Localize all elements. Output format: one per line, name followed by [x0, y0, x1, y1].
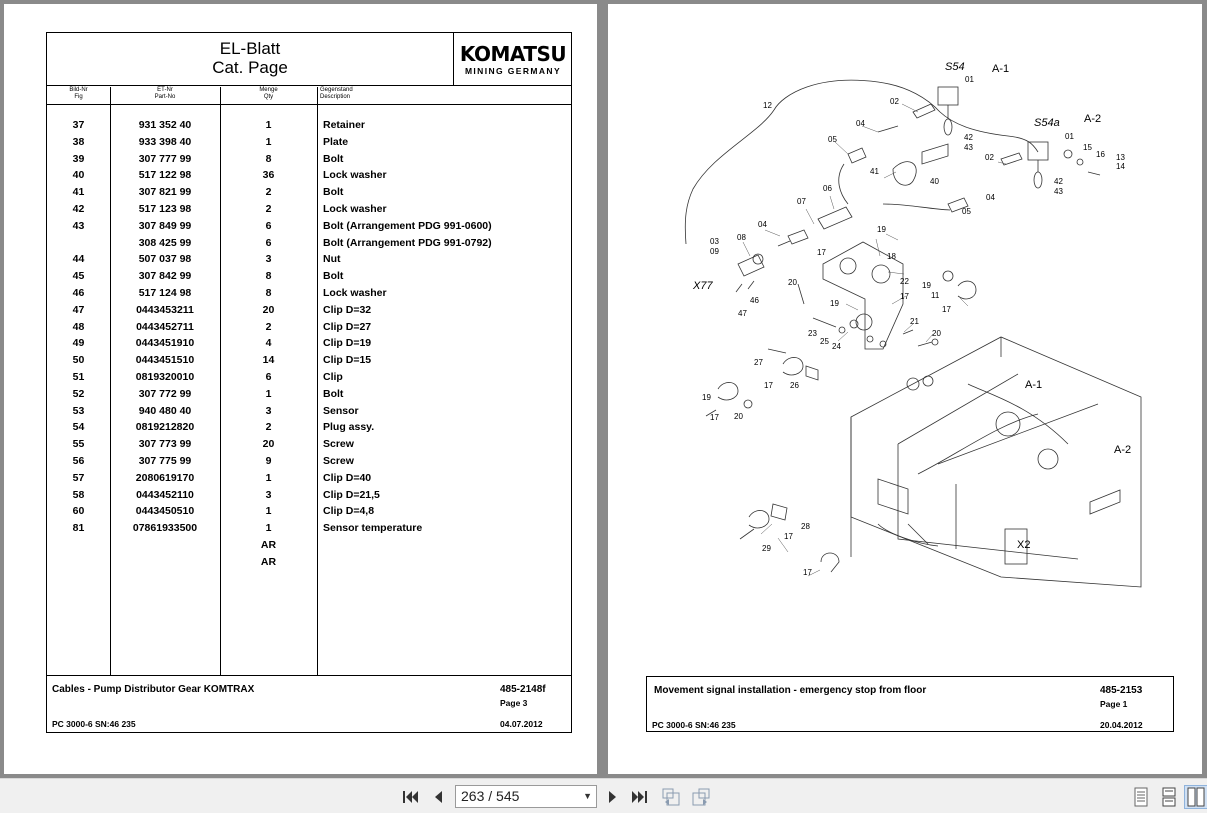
- description-cell: Bolt: [323, 152, 344, 165]
- table-row: [47, 235, 571, 252]
- diagram-label: 23: [808, 329, 817, 338]
- two-page-view-button[interactable]: [1184, 785, 1207, 809]
- part-number-cell: 517 124 98: [138, 286, 192, 299]
- description-cell: Retainer: [323, 119, 366, 131]
- previous-view-button[interactable]: [659, 785, 683, 809]
- diagram-label: 04: [856, 119, 865, 128]
- diagram-label: 01: [965, 75, 974, 84]
- diagram-label: 03: [710, 237, 719, 246]
- quantity-cell: 1: [265, 387, 272, 400]
- quantity-cell: 3: [265, 404, 272, 417]
- footer-doc-number: 485-2153: [1100, 685, 1143, 696]
- quantity-cell: AR: [260, 555, 277, 568]
- table-row: [47, 134, 571, 151]
- diagram-label: 15: [1083, 143, 1092, 152]
- diagram-label: 24: [832, 342, 841, 351]
- diagram-label: 05: [962, 207, 971, 216]
- description-cell: Bolt: [323, 186, 344, 199]
- table-row: [47, 453, 571, 470]
- diagram-label: 19: [702, 393, 711, 402]
- diagram-label: X2: [1017, 539, 1031, 551]
- diagram-label: 20: [734, 412, 743, 421]
- fig-number-cell: 44: [72, 253, 85, 266]
- table-row: [47, 218, 571, 235]
- table-row: [47, 436, 571, 453]
- catalog-page-left: [4, 4, 597, 774]
- table-row: [47, 201, 571, 218]
- part-number-cell: 307 772 99: [138, 387, 192, 400]
- description-cell: Clip D=27: [323, 320, 372, 333]
- page-header: [47, 33, 571, 86]
- fig-number-cell: 53: [72, 404, 85, 417]
- quantity-cell: 14: [262, 354, 275, 367]
- quantity-cell: 1: [265, 522, 272, 535]
- diagram-label: 43: [964, 143, 973, 152]
- last-page-button[interactable]: [628, 785, 652, 809]
- column-header-part: [110, 87, 220, 104]
- part-number-cell: 2080619170: [135, 471, 195, 484]
- description-cell: Clip D=19: [323, 337, 372, 350]
- quantity-cell: 8: [265, 270, 272, 283]
- quantity-cell: 4: [265, 337, 272, 350]
- logo-main-text: KOMATSU: [459, 42, 567, 66]
- quantity-cell: 20: [262, 438, 275, 451]
- description-cell: Clip: [323, 370, 343, 383]
- description-cell: Nut: [323, 253, 341, 266]
- quantity-cell: 3: [265, 253, 272, 266]
- diagram-label: 16: [1096, 150, 1105, 159]
- diagram-label: 19: [922, 281, 931, 290]
- part-number-cell: 0443450510: [135, 505, 195, 518]
- diagram-label: 06: [823, 184, 832, 193]
- diagram-label: 05: [828, 135, 837, 144]
- column-header-part-de: ET-Nr: [157, 87, 173, 93]
- diagram-label: 46: [750, 296, 759, 305]
- part-number-cell: 517 123 98: [138, 202, 192, 215]
- fig-number-cell: 55: [72, 438, 85, 451]
- table-row: [47, 537, 571, 554]
- quantity-cell: 1: [265, 505, 272, 518]
- diagram-label: 21: [910, 317, 919, 326]
- part-number-cell: 507 037 98: [138, 253, 192, 266]
- description-cell: Bolt: [323, 387, 344, 400]
- catalog-page-right: [608, 4, 1202, 774]
- part-number-cell: 07861933500: [132, 522, 198, 535]
- part-number-cell: 308 425 99: [138, 236, 192, 249]
- column-header-qty-de: Menge: [259, 87, 278, 93]
- quantity-cell: 1: [265, 135, 272, 148]
- single-page-view-button[interactable]: [1129, 785, 1153, 809]
- fig-number-cell: 45: [72, 270, 85, 283]
- diagram-label: S54: [945, 61, 965, 73]
- column-header-desc: [320, 87, 520, 104]
- fig-number-cell: 81: [72, 522, 85, 535]
- quantity-cell: 8: [265, 286, 272, 299]
- parts-list-frame: [46, 32, 572, 733]
- diagram-label: 27: [754, 358, 763, 367]
- description-cell: Clip D=40: [323, 471, 372, 484]
- table-row: [47, 369, 571, 386]
- footer-divider: [47, 675, 571, 676]
- description-cell: Screw: [323, 438, 354, 451]
- diagram-label: 13: [1116, 153, 1125, 162]
- part-number-cell: 0443452110: [136, 488, 194, 501]
- fig-number-cell: 38: [72, 135, 85, 148]
- footer-title: Cables - Pump Distributor Gear KOMTRAX: [52, 684, 255, 695]
- part-number-cell: 0443451510: [135, 354, 195, 367]
- table-row: [47, 386, 571, 403]
- viewer-toolbar: [0, 778, 1207, 813]
- diagram-label: A-1: [992, 63, 1010, 75]
- fig-number-cell: 40: [72, 169, 85, 182]
- diagram-label: 47: [738, 309, 747, 318]
- diagram-label: 19: [877, 225, 886, 234]
- diagram-label: 02: [890, 97, 899, 106]
- continuous-view-button[interactable]: [1157, 785, 1181, 809]
- chevron-down-icon: ▼: [583, 791, 592, 801]
- diagram-label: X77: [693, 280, 713, 292]
- fig-number-cell: 46: [72, 286, 85, 299]
- fig-number-cell: 54: [72, 421, 85, 434]
- quantity-cell: 6: [265, 219, 272, 232]
- table-row: [47, 335, 571, 352]
- diagram-label: 04: [986, 193, 995, 202]
- part-number-cell: 307 821 99: [138, 186, 192, 199]
- quantity-cell: 6: [265, 370, 272, 383]
- table-row: [47, 167, 571, 184]
- footer-title: Movement signal installation - emergency stop from floor: [654, 685, 927, 696]
- quantity-cell: 6: [265, 236, 272, 249]
- diagram-label: 17: [817, 248, 826, 257]
- table-row: [47, 470, 571, 487]
- column-header-part-en: Part-No: [154, 94, 176, 100]
- diagram-label: 17: [803, 568, 812, 577]
- part-number-cell: 940 480 40: [138, 404, 192, 417]
- page-number-select[interactable]: [455, 785, 597, 808]
- description-cell: Clip D=15: [323, 354, 372, 367]
- fig-number-cell: 43: [72, 219, 85, 232]
- diagram-label: 25: [820, 337, 829, 346]
- installation-diagram: [608, 4, 1202, 669]
- fig-number-cell: 41: [72, 186, 85, 199]
- table-row: [47, 251, 571, 268]
- column-header-fig: [47, 87, 110, 104]
- diagram-label: 42: [1054, 177, 1063, 186]
- table-row: [47, 184, 571, 201]
- previous-page-icon: [431, 789, 445, 805]
- quantity-cell: 8: [265, 152, 272, 165]
- diagram-label: S54a: [1034, 117, 1060, 129]
- diagram-label: 18: [887, 252, 896, 261]
- footer-model: PC 3000-6 SN:46 235: [52, 719, 136, 729]
- header-divider: [453, 33, 454, 86]
- page-number-value: 263 / 545: [461, 788, 520, 804]
- description-cell: Clip D=21,5: [323, 488, 380, 501]
- part-number-cell: 0443452711: [136, 320, 194, 333]
- description-cell: Clip D=4,8: [323, 505, 375, 518]
- table-row: [47, 302, 571, 319]
- footer-date: 04.07.2012: [500, 719, 543, 729]
- diagram-label: 09: [710, 247, 719, 256]
- quantity-cell: 1: [265, 471, 272, 484]
- first-page-icon: [401, 789, 419, 805]
- fig-number-cell: 39: [72, 152, 85, 165]
- table-row: [47, 503, 571, 520]
- part-number-cell: 0819320010: [135, 370, 195, 383]
- column-header-qty-en: Qty: [263, 94, 274, 100]
- quantity-cell: 2: [265, 202, 272, 215]
- table-row: [47, 487, 571, 504]
- quantity-cell: 2: [265, 186, 272, 199]
- diagram-label: 12: [763, 101, 772, 110]
- diagram-label: 26: [790, 381, 799, 390]
- diagram-label: 22: [900, 277, 909, 286]
- fig-number-cell: 57: [72, 471, 85, 484]
- description-cell: Screw: [323, 454, 354, 467]
- part-number-cell: 933 398 40: [138, 135, 192, 148]
- diagram-label: 14: [1116, 162, 1125, 171]
- footer-date: 20.04.2012: [1100, 720, 1143, 730]
- table-row: [47, 352, 571, 369]
- description-cell: Bolt (Arrangement PDG 991-0792): [323, 236, 492, 249]
- diagram-label: 19: [830, 299, 839, 308]
- table-row: [47, 319, 571, 336]
- fig-number-cell: 42: [72, 202, 85, 215]
- diagram-label: 41: [870, 167, 879, 176]
- fig-number-cell: 58: [72, 488, 85, 501]
- diagram-label: 43: [1054, 187, 1063, 196]
- quantity-cell: 3: [265, 488, 272, 501]
- fig-number-cell: 50: [72, 354, 85, 367]
- previous-page-button[interactable]: [426, 785, 450, 809]
- part-number-cell: 517 122 98: [138, 169, 192, 182]
- column-header-qty: [220, 87, 317, 104]
- table-row: [47, 285, 571, 302]
- part-number-cell: 0443453211: [136, 303, 194, 316]
- fig-number-cell: 48: [72, 320, 85, 333]
- description-cell: Bolt (Arrangement PDG 991-0600): [323, 219, 492, 232]
- part-number-cell: 307 842 99: [138, 270, 192, 283]
- part-number-cell: 931 352 40: [138, 119, 192, 131]
- single-page-icon: [1133, 787, 1149, 807]
- part-number-cell: 307 775 99: [138, 454, 192, 467]
- footer-page: Page 3: [500, 698, 528, 708]
- column-header-desc-de: Gegenstand: [320, 87, 353, 93]
- description-cell: Lock washer: [323, 286, 387, 299]
- footer-doc-number: 485-2148f: [500, 684, 546, 695]
- diagram-label: 20: [788, 278, 797, 287]
- diagram-label: 04: [758, 220, 767, 229]
- diagram-label: 07: [797, 197, 806, 206]
- description-cell: Plug assy.: [323, 421, 375, 434]
- diagram-label: 42: [964, 133, 973, 142]
- description-cell: Plate: [323, 135, 349, 148]
- diagram-label: 02: [985, 153, 994, 162]
- fig-number-cell: 56: [72, 454, 85, 467]
- diagram-label: 17: [710, 413, 719, 422]
- column-header-desc-en: Description: [320, 94, 351, 100]
- quantity-cell: 36: [262, 169, 275, 182]
- part-number-cell: 307 773 99: [138, 438, 192, 451]
- footer-model: PC 3000-6 SN:46 235: [652, 720, 736, 730]
- part-number-cell: 0819212820: [135, 421, 195, 434]
- description-cell: Bolt: [323, 270, 344, 283]
- table-row: [47, 520, 571, 537]
- part-number-cell: 0443451910: [135, 337, 195, 350]
- diagram-label: A-1: [1025, 379, 1043, 391]
- next-page-icon: [606, 789, 620, 805]
- diagram-label: A-2: [1084, 113, 1102, 125]
- fig-number-cell: 49: [72, 337, 85, 350]
- logo-sub-text: MINING GERMANY: [464, 66, 562, 76]
- table-row: [47, 117, 571, 134]
- fig-number-cell: 51: [72, 370, 85, 383]
- quantity-cell: 2: [265, 421, 272, 434]
- diagram-label: 20: [932, 329, 941, 338]
- first-page-button[interactable]: [398, 785, 422, 809]
- diagram-label: A-2: [1114, 444, 1132, 456]
- two-page-icon: [1187, 787, 1205, 807]
- column-header-fig-de: Bild-Nr: [69, 87, 88, 93]
- column-header-divider: [47, 104, 571, 105]
- part-number-cell: 307 849 99: [138, 219, 192, 232]
- table-row: [47, 268, 571, 285]
- description-cell: Lock washer: [323, 202, 387, 215]
- diagram-label: 01: [1065, 132, 1074, 141]
- description-cell: Sensor temperature: [323, 522, 423, 535]
- table-row: [47, 419, 571, 436]
- quantity-cell: AR: [260, 538, 277, 551]
- next-view-button[interactable]: [689, 785, 713, 809]
- diagram-label: 40: [930, 177, 939, 186]
- table-row: [47, 554, 571, 571]
- diagram-label: 28: [801, 522, 810, 531]
- diagram-label: 17: [784, 532, 793, 541]
- diagram-label: 29: [762, 544, 771, 553]
- diagram-label: 17: [900, 292, 909, 301]
- fig-number-cell: 37: [72, 119, 85, 131]
- quantity-cell: 1: [265, 119, 272, 131]
- page-title: [47, 39, 453, 77]
- table-row: [47, 403, 571, 420]
- part-number-cell: 307 777 99: [138, 152, 192, 165]
- page-title-line1: EL-Blatt: [219, 39, 281, 58]
- diagram-label: 17: [942, 305, 951, 314]
- quantity-cell: 9: [265, 454, 272, 467]
- page-title-line2: Cat. Page: [212, 58, 288, 77]
- next-page-button[interactable]: [601, 785, 625, 809]
- diagram-footer: [646, 676, 1174, 732]
- footer-page: Page 1: [1100, 699, 1128, 709]
- fig-number-cell: 47: [72, 303, 85, 316]
- diagram-label: 08: [737, 233, 746, 242]
- diagram-label: 11: [931, 291, 940, 300]
- description-cell: Lock washer: [323, 169, 387, 182]
- komatsu-logo: [457, 43, 569, 77]
- diagram-label: 17: [764, 381, 773, 390]
- table-row: [47, 151, 571, 168]
- fig-number-cell: 60: [72, 505, 85, 518]
- fig-number-cell: 52: [72, 387, 85, 400]
- quantity-cell: 2: [265, 320, 272, 333]
- last-page-icon: [631, 789, 649, 805]
- parts-table-body: [47, 117, 571, 571]
- previous-view-icon: [661, 788, 681, 806]
- description-cell: Sensor: [323, 404, 359, 417]
- description-cell: Clip D=32: [323, 303, 372, 316]
- column-header-fig-en: Fig: [74, 94, 83, 100]
- continuous-page-icon: [1161, 787, 1177, 807]
- next-view-icon: [691, 788, 711, 806]
- quantity-cell: 20: [262, 303, 275, 316]
